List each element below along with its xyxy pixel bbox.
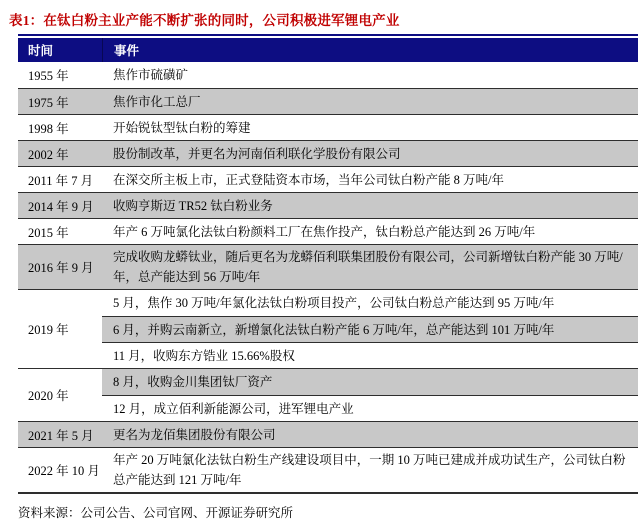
row-event: 更名为龙佰集团股份有限公司 — [113, 427, 276, 442]
header-event-column: 事件 — [102, 38, 638, 62]
table-row — [18, 244, 638, 289]
row-event: 年产 20 万吨氯化法钛白粉生产线建设项目中，一期 10 万吨已建成并成功试生产，公司钛白粉总产能达到 121 万吨/年 — [113, 453, 626, 487]
event-text: 5 月，焦作 30 万吨/年氯化法钛白粉项目投产，公司钛白粉总产能达到 95 万吨/年 — [113, 296, 555, 310]
row-time: 2022 年 10 月 — [28, 464, 100, 478]
table-row — [18, 218, 638, 244]
table-body — [18, 62, 638, 494]
row-event: 年产 6 万吨氯化法钛白粉颜料工厂在焦作投产，钛白粉总产能达到 26 万吨/年 — [113, 224, 536, 239]
row-time: 2020 年 — [28, 389, 69, 403]
table-row — [18, 368, 638, 421]
row-time: 1998 年 — [28, 121, 69, 136]
row-event: 在深交所主板上市，正式登陆资本市场，当年公司钛白粉产能 8 万吨/年 — [113, 172, 504, 187]
source-note: 资料来源：公司公告、公司官网、开源证券研究所 — [18, 506, 294, 520]
event-text: 8 月，收购金川集团钛厂资产 — [113, 375, 273, 389]
row-event: 股份制改革，并更名为河南佰利联化学股份有限公司 — [113, 146, 401, 161]
event-text: 12 月，成立佰利新能源公司，进军锂电产业 — [113, 401, 354, 416]
table-row — [18, 192, 638, 218]
table-row — [18, 140, 638, 166]
row-subevents — [102, 369, 638, 421]
row-time: 2019 年 — [28, 323, 69, 337]
row-event: 开始锐钛型钛白粉的筹建 — [113, 120, 251, 135]
row-event: 焦作市化工总厂 — [113, 94, 201, 109]
table-title: 表1：在钛白粉主业产能不断扩张的同时，公司积极进军锂电产业 — [9, 13, 400, 28]
table-top-rule — [18, 34, 638, 36]
sub-event-row — [102, 290, 638, 316]
row-event: 完成收购龙蟒钛业，随后更名为龙蟒佰利联集团股份有限公司，公司新增钛白粉产能 30 万吨/年，总产能达到 56 万吨/年 — [113, 250, 623, 284]
sub-event-row — [102, 342, 638, 368]
sub-event-row — [102, 395, 638, 421]
table-row — [18, 62, 638, 88]
timeline-table — [18, 34, 638, 494]
header-time-column: 时间 — [28, 44, 54, 58]
table-row — [18, 166, 638, 192]
event-text: 11 月，收购东方锆业 15.66%股权 — [113, 348, 295, 363]
table-row — [18, 114, 638, 140]
row-subevents — [102, 290, 638, 368]
row-event: 收购亨斯迈 TR52 钛白粉业务 — [113, 198, 273, 213]
row-event: 焦作市硫磺矿 — [113, 68, 189, 82]
row-time: 2016 年 9 月 — [28, 261, 94, 275]
row-time: 2002 年 — [28, 147, 69, 162]
table-row — [18, 88, 638, 114]
row-time: 1955 年 — [28, 69, 69, 83]
event-text: 6 月，并购云南新立，新增氯化法钛白粉产能 6 万吨/年，总产能达到 101 万吨/年 — [113, 322, 555, 337]
table-row — [18, 447, 638, 492]
table-header-row — [18, 38, 638, 62]
row-time: 2021 年 5 月 — [28, 428, 94, 443]
sub-event-row — [102, 316, 638, 342]
row-time: 1975 年 — [28, 95, 69, 110]
row-time: 2014 年 9 月 — [28, 199, 94, 214]
sub-event-row — [102, 369, 638, 395]
table-row — [18, 289, 638, 368]
table-row — [18, 421, 638, 447]
row-time: 2015 年 — [28, 225, 69, 240]
row-time: 2011 年 7 月 — [28, 173, 94, 188]
